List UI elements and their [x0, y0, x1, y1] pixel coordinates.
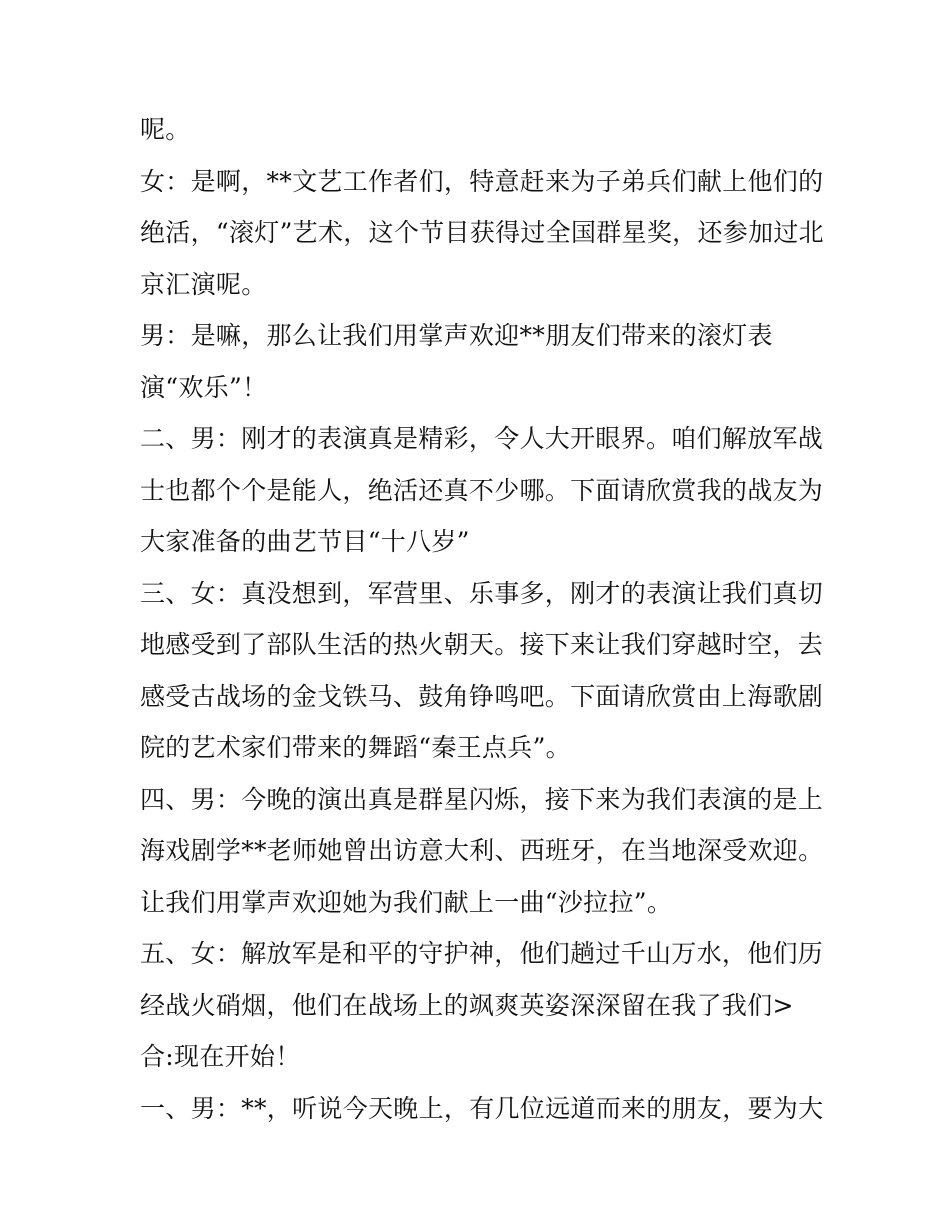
text-line: 一、男：**，听说今天晚上，有几位远道而来的朋友，要为大 — [140, 1093, 824, 1123]
text-line: 士也都个个是能人，绝活还真不少哪。下面请欣赏我的战友为 — [140, 475, 824, 505]
text-line: 二、男：刚才的表演真是精彩，令人大开眼界。咱们解放军战 — [140, 424, 824, 453]
text-line: 让我们用掌声欢迎她为我们献上一曲“沙拉拉”。 — [140, 887, 673, 917]
text-line: 京汇演呢。 — [140, 269, 267, 299]
text-line: 演“欢乐”！ — [140, 372, 268, 402]
text-line: 院的艺术家们带来的舞蹈“秦王点兵”。 — [140, 733, 571, 762]
text-line: 男：是嘛，那么让我们用掌声欢迎**朋友们带来的滚灯表 — [140, 321, 773, 350]
text-line: 感受古战场的金戈铁马、鼓角铮鸣吧。下面请欣赏由上海歌剧 — [140, 681, 824, 711]
text-line: 绝活，“滚灯”艺术，这个节目获得过全国群星奖，还参加过北 — [140, 218, 824, 247]
text-line: 三、女：真没想到，军营里、乐事多，刚才的表演让我们真切 — [140, 578, 824, 608]
text-line: 地感受到了部队生活的热火朝天。接下来让我们穿越时空，去 — [140, 630, 824, 659]
text-line: 海戏剧学**老师她曾出访意大利、西班牙，在当地深受欢迎。 — [140, 836, 824, 865]
script-text-block — [140, 104, 824, 1134]
text-line: 呢。 — [140, 115, 191, 144]
text-line: 经战火硝烟，他们在战场上的飒爽英姿深深留在我了我们> — [140, 990, 794, 1020]
text-line: 女：是啊，**文艺工作者们，特意赶来为子弟兵们献上他们的 — [140, 166, 824, 196]
text-line: 五、女：解放军是和平的守护神，他们趟过千山万水，他们历 — [140, 939, 824, 968]
text-line: 合:现在开始！ — [140, 1042, 301, 1071]
text-line: 大家准备的曲艺节目“十八岁” — [140, 527, 470, 556]
text-line: 四、男：今晚的演出真是群星闪烁，接下来为我们表演的是上 — [140, 784, 824, 814]
